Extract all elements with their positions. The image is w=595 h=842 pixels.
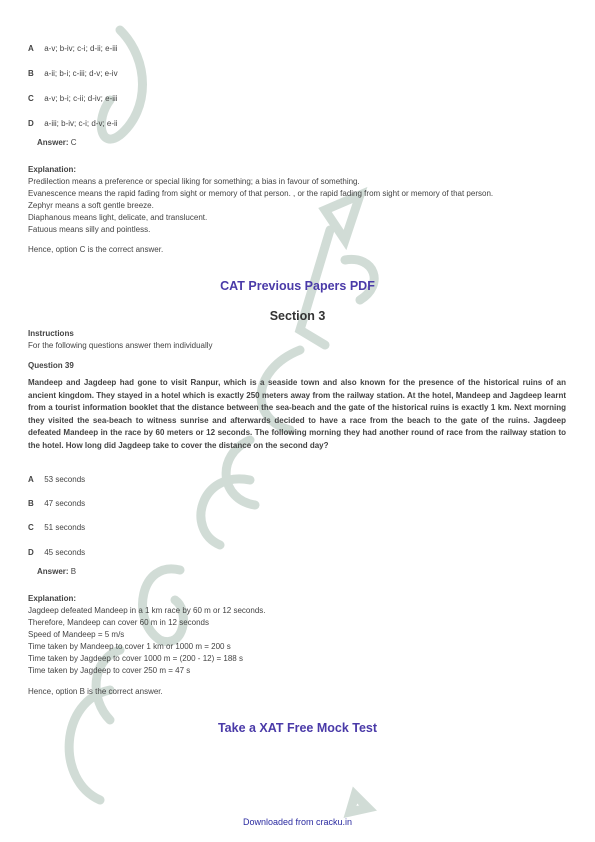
explanation-line: Time taken by Mandeep to cover 1 km or 1000 m = 200 s: [28, 642, 231, 651]
option-key: B: [28, 499, 34, 508]
instructions-label: Instructions: [28, 329, 74, 338]
explanation-line: Fatuous means silly and pointless.: [28, 225, 151, 234]
question-39-text: Mandeep and Jagdeep had gone to visit Ranpur, which is a seaside town and also known for the presence of the historical ruins of an ancient kingdom. They stayed in a hotel which is exactly 250 meters away from the railway station. At the hotel, Mandeep and Jagdeep learnt from a tourist information booklet that the distance between the sea-beach and the gate of the historical ruins is exactly 1 km. Next morning they visited the sea-beach to witness sunrise and afterwards decided to have a race from the beach to the gate of the ruins. Jagdeep defeated Mandeep in the race by 60 meters or 12 seconds. The following morning they had another round of race from the railway station to the hotel. How long did Jagdeep take to cover the distance on the second day?: [28, 378, 566, 450]
option-text: a-ii; b-i; c-iii; d-v; e-iv: [44, 69, 118, 78]
option-key: C: [28, 523, 34, 532]
option-key: C: [28, 94, 34, 103]
q39-option-b[interactable]: [28, 498, 85, 510]
q38-option-a[interactable]: [28, 43, 118, 55]
option-key: A: [28, 44, 34, 53]
answer-label: Answer:: [37, 567, 69, 576]
q39-answer: [37, 566, 76, 578]
explanation-line: Therefore, Mandeep can cover 60 m in 12 seconds: [28, 618, 209, 627]
explanation-line: Zephyr means a soft gentle breeze.: [28, 201, 154, 210]
explanation-line: Predilection means a preference or special liking for something; a bias in favour of something.: [28, 177, 360, 186]
q39-explanation: [28, 593, 568, 677]
explanation-line: Diaphanous means light, delicate, and translucent.: [28, 213, 208, 222]
option-text: 53 seconds: [44, 475, 86, 484]
option-key: A: [28, 475, 34, 484]
option-key: B: [28, 69, 34, 78]
instructions-text: For the following questions answer them individually: [28, 341, 213, 350]
explanation-line: Evanescence means the rapid fading from sight or memory of that person. , or the rapid fading from sight or memory of that person.: [28, 189, 494, 198]
option-text: 51 seconds: [44, 523, 86, 532]
explanation-line: Jagdeep defeated Mandeep in a 1 km race by 60 m or 12 seconds.: [28, 606, 266, 615]
question-39-label: Question 39: [28, 361, 74, 370]
q38-explanation: [28, 164, 568, 236]
section-title: Section 3: [269, 309, 326, 323]
option-text: 47 seconds: [44, 499, 86, 508]
answer-value: C: [70, 138, 77, 147]
option-key: D: [28, 119, 34, 128]
explanation-line: Time taken by Jagdeep to cover 250 m = 47 s: [28, 666, 191, 675]
explanation-line: Time taken by Jagdeep to cover 1000 m = (200 - 12) = 188 s: [28, 654, 243, 663]
answer-label: Answer:: [37, 138, 69, 147]
q39-option-c[interactable]: [28, 522, 85, 534]
q39-option-a[interactable]: [28, 474, 85, 486]
question-label: [28, 360, 568, 372]
q38-conclusion: Hence, option C is the correct answer.: [28, 245, 164, 254]
option-text: 45 seconds: [44, 548, 86, 557]
explanation-label: Explanation:: [28, 594, 77, 603]
cat-previous-papers-link[interactable]: CAT Previous Papers PDF: [220, 279, 375, 293]
q38-option-c[interactable]: [28, 93, 118, 105]
option-text: a-iii; b-iv; c-i; d-v; e-ii: [44, 119, 118, 128]
q39-option-d[interactable]: [28, 547, 85, 559]
instructions: [28, 328, 568, 352]
q39-conclusion: Hence, option B is the correct answer.: [28, 687, 163, 696]
footer-download-link[interactable]: Downloaded from cracku.in: [242, 817, 353, 827]
option-key: D: [28, 548, 34, 557]
option-text: a-v; b-i; c-ii; d-iv; e-iii: [44, 94, 118, 103]
option-text: a-v; b-iv; c-i; d-ii; e-iii: [44, 44, 118, 53]
explanation-label: Explanation:: [28, 165, 77, 174]
q38-answer: [37, 137, 77, 149]
explanation-line: Speed of Mandeep = 5 m/s: [28, 630, 125, 639]
q38-option-b[interactable]: [28, 68, 118, 80]
xat-mock-test-link[interactable]: Take a XAT Free Mock Test: [217, 721, 378, 735]
answer-value: B: [70, 567, 77, 576]
q38-option-d[interactable]: [28, 118, 118, 130]
